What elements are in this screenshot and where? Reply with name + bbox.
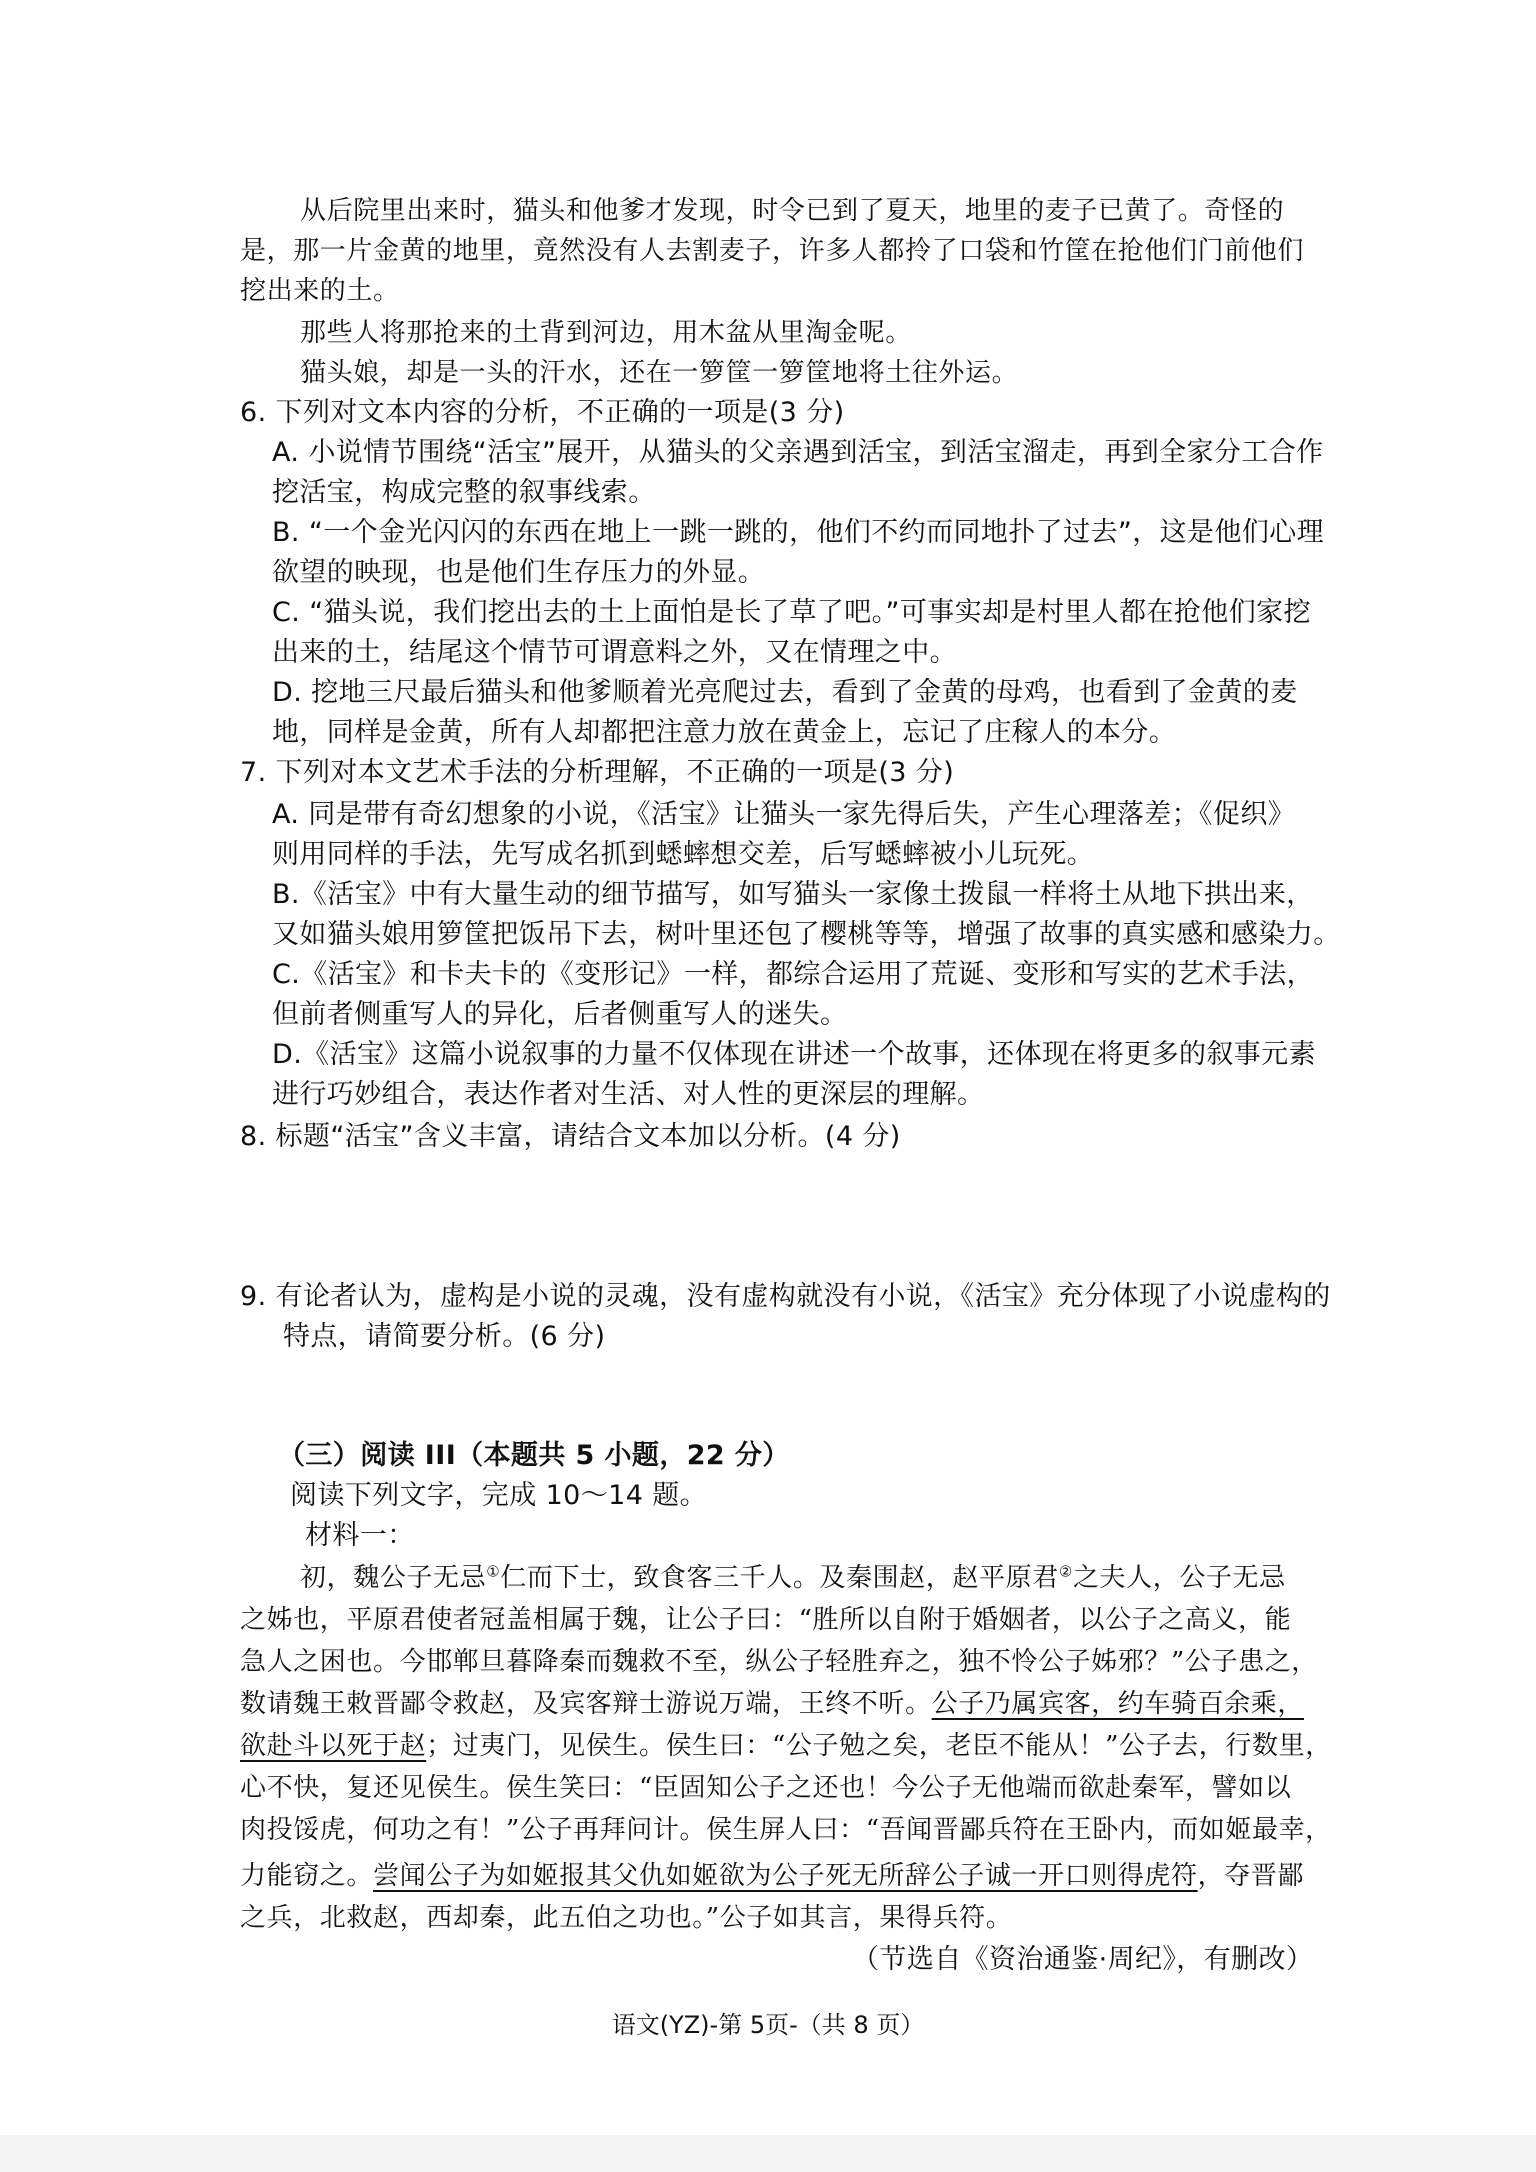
scan-bottom-band xyxy=(0,2135,1536,2172)
classical-passage-line: 之姊也，平原君使者冠盖相属于魏，让公子曰：“胜所以自附于婚姻者，以公子之高义，能 xyxy=(240,1605,1292,1635)
question-6-stem: 6. 下列对文本内容的分析，不正确的一项是(3 分) xyxy=(240,397,845,428)
classical-passage-line xyxy=(240,1684,1304,1724)
q7-option-d-cont: 进行巧妙组合，表达作者对生活、对人性的更深层的理解。 xyxy=(272,1079,985,1110)
passage-text: ，夺晋鄙 xyxy=(1197,1861,1305,1891)
question-9-stem-cont: 特点，请简要分析。(6 分) xyxy=(283,1321,606,1352)
story-paragraph: 那些人将那抢来的土背到河边，用木盆从里淘金呢。 xyxy=(300,318,912,348)
classical-passage-line: 心不快，复还见侯生。侯生笑曰：“臣固知公子之还也！今公子无他端而欲赴秦军，譬如以 xyxy=(240,1773,1292,1803)
q7-option-c-cont: 但前者侧重写人的异化，后者侧重写人的迷失。 xyxy=(272,999,848,1030)
story-paragraph: 猫头娘，却是一头的汗水，还在一箩筐一箩筐地将土往外运。 xyxy=(300,358,1019,388)
passage-source: （节选自《资治通鉴·周纪》，有删改） xyxy=(852,1944,1314,1975)
classical-passage-line: 急人之困也。今邯郸旦暮降秦而魏救不至，纵公子轻胜弃之，独不怜公子姊邪？”公子患之， xyxy=(240,1647,1318,1677)
underlined-sentence-unpunctuated: 尝闻公子为如姬报其父仇如姬欲为公子死无所辞公子诚一开口则得虎符 xyxy=(373,1861,1198,1891)
q7-option-c: C.《活宝》和卡夫卡的《变形记》一样，都综合运用了荒诞、变形和写实的艺术手法， xyxy=(272,959,1315,990)
classical-passage-line xyxy=(300,1558,1286,1598)
q7-option-d: D.《活宝》这篇小说叙事的力量不仅体现在讲述一个故事，还体现在将更多的叙事元素 xyxy=(272,1039,1316,1070)
q6-option-b: B. “一个金光闪闪的东西在地上一跳一跳的，他们不约而同地扑了过去”，这是他们心理 xyxy=(272,517,1325,548)
q6-option-d-cont: 地，同样是金黄，所有人却都把注意力放在黄金上，忘记了庄稼人的本分。 xyxy=(272,717,1177,748)
question-8-stem: 8. 标题“活宝”含义丰富，请结合文本加以分析。(4 分) xyxy=(240,1121,901,1152)
passage-text: 仁而下士，致食客三千人。及秦围赵，赵平原君 xyxy=(500,1563,1059,1593)
question-7-stem: 7. 下列对本文艺术手法的分析理解，不正确的一项是(3 分) xyxy=(240,757,955,788)
q6-option-b-cont: 欲望的映现，也是他们生存压力的外显。 xyxy=(272,557,766,588)
classical-passage-line: 之兵，北救赵，西却秦，此五伯之功也。”公子如其言，果得兵符。 xyxy=(240,1903,1013,1933)
question-9-stem: 9. 有论者认为，虚构是小说的灵魂，没有虚构就没有小说，《活宝》充分体现了小说虚构的 xyxy=(240,1281,1331,1312)
classical-passage-line xyxy=(240,1856,1304,1896)
q6-option-d: D. 挖地三尺最后猫头和他爹顺着光亮爬过去，看到了金黄的母鸡，也看到了金黄的麦 xyxy=(272,677,1298,708)
underlined-sentence: 公子乃属宾客，约车骑百余乘， xyxy=(931,1689,1305,1719)
q6-option-a: A. 小说情节围绕“活宝”展开，从猫头的父亲遇到活宝，到活宝溜走，再到全家分工合作 xyxy=(272,437,1324,468)
q7-option-a: A. 同是带有奇幻想象的小说，《活宝》让猫头一家先得后失，产生心理落差；《促织》 xyxy=(272,799,1296,830)
q7-option-b: B.《活宝》中有大量生动的细节描写，如写猫头一家像土拨鼠一样将土从地下拱出来， xyxy=(272,879,1314,910)
material-1-label: 材料一： xyxy=(305,1520,415,1551)
q6-option-a-cont: 挖活宝，构成完整的叙事线索。 xyxy=(272,477,656,508)
underlined-sentence: 欲赴斗以死于赵 xyxy=(240,1731,427,1761)
passage-text: 之夫人，公子无忌 xyxy=(1072,1563,1286,1593)
section-3-instruction: 阅读下列文字，完成 10～14 题。 xyxy=(290,1480,708,1511)
section-3-heading: （三）阅读 III（本题共 5 小题，22 分） xyxy=(278,1440,790,1471)
q7-option-b-cont: 又如猫头娘用箩筐把饭吊下去，树叶里还包了樱桃等等，增强了故事的真实感和感染力。 xyxy=(272,919,1341,950)
q6-option-c-cont: 出来的土，结尾这个情节可谓意料之外，又在情理之中。 xyxy=(272,637,957,668)
passage-text: 数请魏王敕晋鄙令救赵，及宾客辩士游说万端，王终不听。 xyxy=(240,1689,932,1719)
q7-option-a-cont: 则用同样的手法，先写成名抓到蟋蟀想交差，后写蟋蟀被小儿玩死。 xyxy=(272,839,1094,870)
classical-passage-line: 肉投馁虎，何功之有！”公子再拜问计。侯生屏人曰：“吾闻晋鄙兵符在王卧内，而如姬最幸， xyxy=(240,1815,1332,1845)
passage-text: 初，魏公子无忌 xyxy=(300,1563,487,1593)
story-paragraph-line: 挖出来的土。 xyxy=(240,276,400,306)
page-footer: 语文(YZ)-第 5页-（共 8 页） xyxy=(611,2011,925,2039)
classical-passage-line xyxy=(240,1726,1332,1766)
footnote-marker-2: ② xyxy=(1058,1562,1073,1581)
passage-text: 力能窃之。 xyxy=(240,1861,374,1891)
story-paragraph-line: 是，那一片金黄的地里，竟然没有人去割麦子，许多人都拎了口袋和竹筐在抢他们门前他们 xyxy=(240,236,1305,266)
story-paragraph-line: 从后院里出来时，猫头和他爹才发现，时令已到了夏天，地里的麦子已黄了。奇怪的 xyxy=(300,196,1285,226)
footnote-marker-1: ① xyxy=(486,1562,501,1581)
passage-text: ；过夷门，见侯生。侯生曰：“公子勉之矣，老臣不能从！”公子去，行数里， xyxy=(426,1731,1332,1761)
q6-option-c: C. “猫头说，我们挖出去的土上面怕是长了草了吧。”可事实却是村里人都在抢他们家挖 xyxy=(272,597,1311,628)
